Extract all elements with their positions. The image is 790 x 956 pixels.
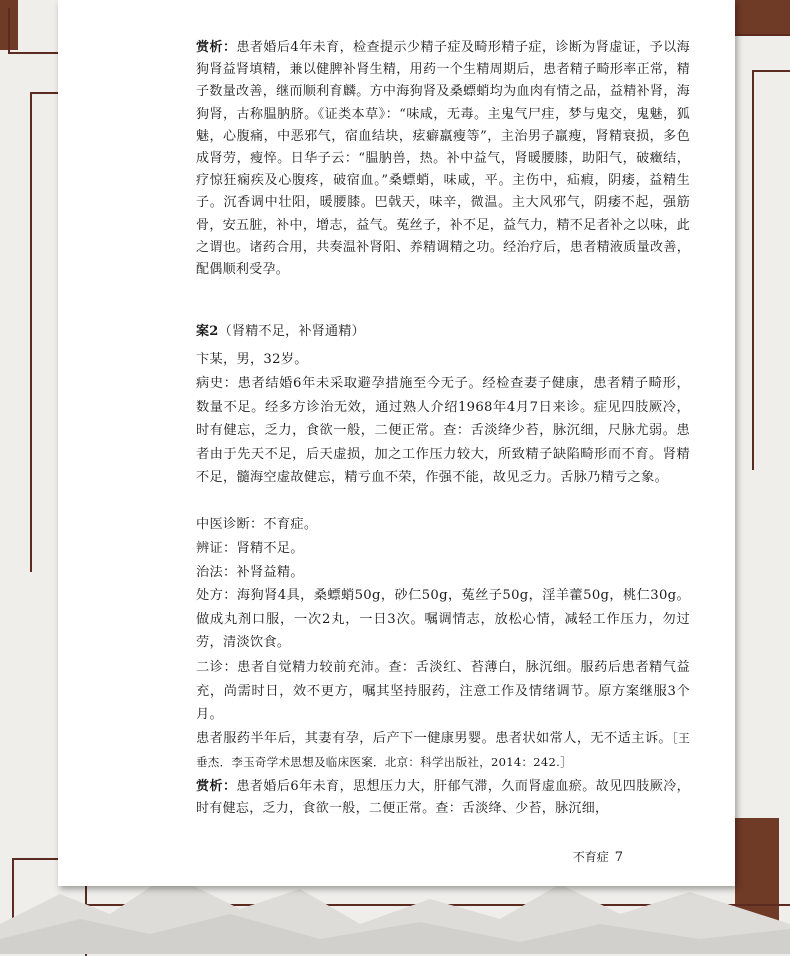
commentary-paragraph-1 — [196, 37, 690, 281]
wood-block-top-right — [735, 0, 790, 34]
frame-line — [735, 34, 790, 36]
frame-line — [752, 70, 790, 72]
outcome — [196, 727, 690, 774]
commentary-label: 赏析： — [196, 779, 237, 794]
book-page — [58, 0, 735, 886]
commentary-text: 患者婚后4年未育，检查提示少精子症及畸形精子症，诊断为肾虚证，予以海狗肾益肾填精，兼以健脾补肾生精，用药一个生精周期后，患者精子畸形率正常，精子数量改善，继而顺利育麟。方中海狗肾及桑螵蛸均为血肉有情之品，益精补肾，海狗肾，古称腽肭脐。《证类本草》：“味咸，无毒。主鬼气尸疰，梦与鬼交，鬼魅，狐魅，心腹痛，中恶邪气，宿血结块，痃癖羸瘦等”，主治男子羸瘦，肾精衰损，多色成肾劳，瘦悴。日华子云：“腽肭兽，热。补中益气，肾暖腰膝，助阳气，破癥结，疗惊狂痫疾及心腹疼，破宿血。”桑螵蛸，味咸，平。主伤中，疝瘕，阴痿，益精生子。沉香调中壮阳，暖腰膝。巴戟天，味辛，微温。主大风邪气，阴痿不起，强筋骨，安五脏，补中，增志，益气。菟丝子，补不足，益气力，精不足者补之以味，此之谓也。诸药合用，共奏温补肾阳、养精调精之功。经治疗后，患者精液质量改善，配偶顺利受孕。 — [196, 40, 690, 278]
commentary-paragraph-2 — [196, 776, 690, 820]
commentary-text: 患者婚后6年未育，思想压力大，肝郁气滞，久而肾虚血瘀。故见四肢厥冷，时有健忘，乏力，食欲一般，二便正常。查：舌淡绛、少苔，脉沉细， — [196, 779, 690, 817]
second-visit: 二诊：患者自觉精力较前充沛。查：舌淡红、苔薄白，脉沉细。服药后患者精气益充，尚需时日，效不更方，嘱其坚持服药，注意工作及情绪调节。原方案继服3个月。 — [196, 660, 690, 723]
running-title: 不育症 — [572, 850, 609, 864]
case-subtitle: （肾精不足，补肾通精） — [218, 324, 365, 339]
medical-history: 病史：患者结婚6年未采取避孕措施至今无子。经检查妻子健康，患者精子畸形，数量不足。经多方诊治无效，通过熟人介绍1968年4月7日来诊。症见四肢厥冷，时有健忘，乏力，食欲一般，二便正常。查：舌淡绛少苔，脉沉细，尺脉尤弱。患者由于先天不足，后天虚损，加之工作压力较大，所致精子缺陷畸形而不育。肾精不足，髓海空虚故健忘，精亏血不荣，作强不能，故见乏力。舌脉乃精亏之象。 — [196, 376, 690, 486]
commentary-label: 赏析： — [196, 40, 237, 55]
case-title: 案2 — [196, 324, 219, 339]
prescription: 处方：海狗肾4具，桑螵蛸50g，砂仁50g，菟丝子50g，淫羊藿50g，桃仁30g。做成丸剂口服，一次2丸，一日3次。嘱调情志，放松心情，减轻工作压力，勿过劳，清淡饮食。 — [196, 588, 690, 651]
frame-line — [8, 8, 10, 54]
syndrome-differentiation: 辨证：肾精不足。 — [196, 541, 304, 556]
diagnosis: 中医诊断：不育症。 — [196, 517, 318, 532]
reference: ［王垂杰．李玉奇学术思想及临床医案．北京：科学出版社，2014：242.］ — [196, 731, 690, 769]
frame-line — [30, 92, 60, 94]
treatment-method: 治法：补肾益精。 — [196, 565, 304, 580]
frame-line — [30, 92, 32, 572]
page-number: 7 — [614, 850, 623, 865]
case-heading — [196, 321, 690, 343]
outcome-text: 患者服药半年后，其妻有孕，后产下一健康男婴。患者状如常人，无不适主诉。 — [196, 731, 673, 746]
frame-line — [752, 70, 754, 470]
patient-info: 卞某，男，32岁。 — [196, 352, 308, 367]
page-footer — [573, 848, 623, 865]
